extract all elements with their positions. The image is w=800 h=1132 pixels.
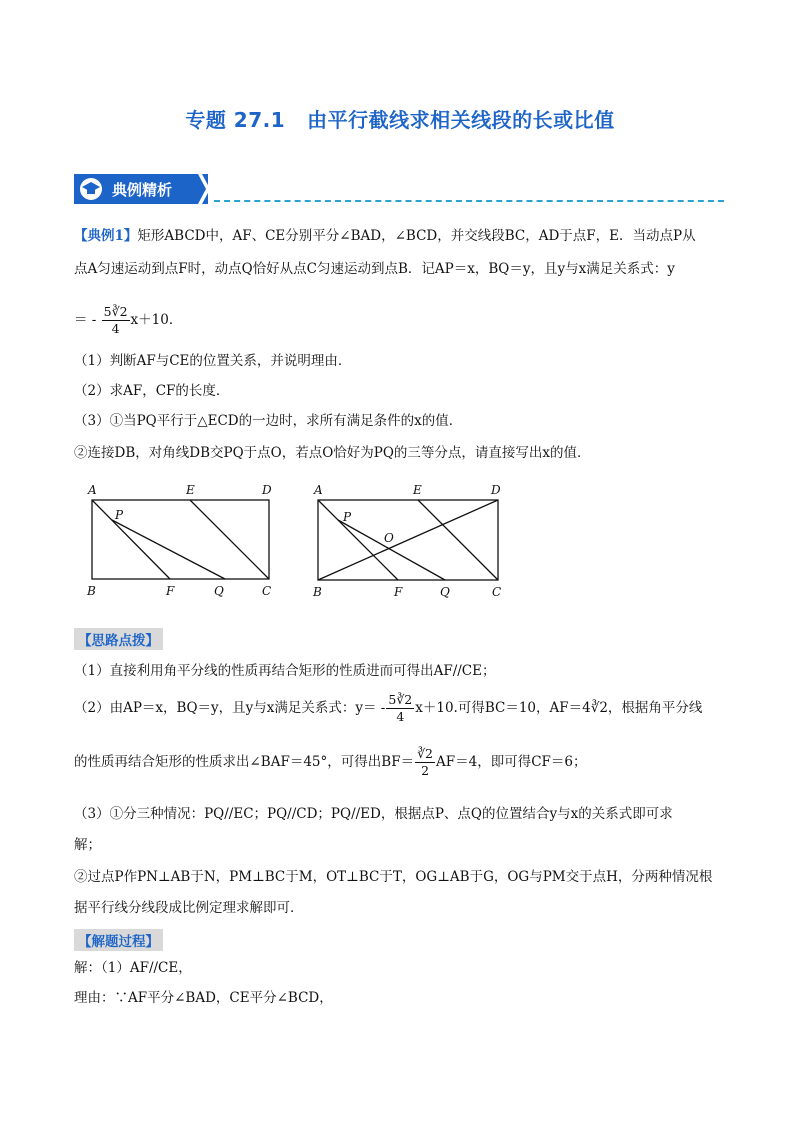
fraction: $\frac{5∛2}{4}$	[103, 304, 128, 336]
solution-line-1: 解：（1）AF//CE，	[74, 960, 192, 976]
example-line-2: 点A匀速运动到点F时，动点Q恰好从点C匀速运动到点B．记AP＝x，BQ＝y，且y与x满足关系式：y	[74, 261, 675, 277]
label-Q: Q	[214, 584, 224, 598]
hint-line-2: （2）由AP＝x，BQ＝y，且y与x满足关系式：y＝ - $\frac{5∛2}{4}$ x＋10.可得BC＝10，AF＝4∛2，根据角平分线	[74, 692, 703, 724]
example-tag: 【典例1】	[74, 228, 138, 244]
question-4: ②连接DB，对角线DB交PQ于点O，若点O恰好为PQ的三等分点，请直接写出x的值．	[74, 445, 591, 461]
label-B: B	[87, 584, 96, 598]
section-header	[74, 174, 724, 206]
question-1: （1）判断AF与CE的位置关系，并说明理由．	[74, 353, 352, 369]
label-D: D	[491, 483, 501, 497]
solution-tag: 【解题过程】	[74, 929, 163, 951]
label-C: C	[262, 584, 272, 598]
example-line-1: 【典例1】矩形ABCD中，AF、CE分别平分∠BAD，∠BCD，并交线段BC，AD于点F，E．当动点P从	[74, 228, 696, 244]
hint-line-3: 的性质再结合矩形的性质求出∠BAF＝45°，可得出BF＝ $\frac{∛2}{2}$ AF＝4，即可得CF＝6；	[74, 746, 587, 778]
hint-line-5: 解；	[74, 837, 101, 853]
figure-2	[306, 478, 510, 602]
hint-line-7: 据平行线分线段成比例定理求解即可．	[74, 900, 304, 916]
figure-1	[80, 478, 280, 600]
hint-line-6: ②过点P作PN⊥AB于N，PM⊥BC于M，OT⊥BC于T，OG⊥AB于G，OG与PM交于点H，分两种情况根	[74, 869, 713, 885]
section-label: 典例精析	[112, 181, 173, 199]
label-D: D	[262, 483, 272, 497]
label-E: E	[186, 483, 195, 497]
hint-line-4: （3）①分三种情况：PQ//EC；PQ//CD；PQ//ED，根据点P、点Q的位置结合y与x的关系式即可求	[74, 806, 673, 822]
label-B: B	[313, 585, 322, 599]
hint-line-1: （1）直接利用角平分线的性质再结合矩形的性质进而可得出AF//CE；	[74, 663, 496, 679]
example-line-3: ＝ - $\frac{5∛2}{4}$ x＋10．	[74, 304, 183, 336]
label-F: F	[166, 584, 175, 598]
label-A: A	[314, 483, 323, 497]
label-A: A	[88, 483, 97, 497]
label-E: E	[413, 483, 422, 497]
label-F: F	[394, 585, 403, 599]
question-3: （3）①当PQ平行于△ECD的一边时，求所有满足条件的x的值．	[74, 413, 463, 429]
fraction: $\frac{5∛2}{4}$	[388, 692, 413, 724]
label-C: C	[492, 585, 502, 599]
fraction: $\frac{∛2}{2}$	[417, 746, 433, 778]
question-2: （2）求AF，CF的长度．	[74, 383, 230, 399]
label-P: P	[343, 510, 352, 524]
label-O: O	[384, 531, 394, 545]
solution-line-2: 理由：∵AF平分∠BAD，CE平分∠BCD，	[74, 990, 333, 1006]
page-title: 专题 27.1 由平行截线求相关线段的长或比值	[185, 108, 615, 132]
section-divider	[214, 200, 724, 202]
hint-tag: 【思路点拨】	[74, 628, 163, 650]
label-Q: Q	[440, 585, 450, 599]
label-P: P	[115, 508, 124, 522]
